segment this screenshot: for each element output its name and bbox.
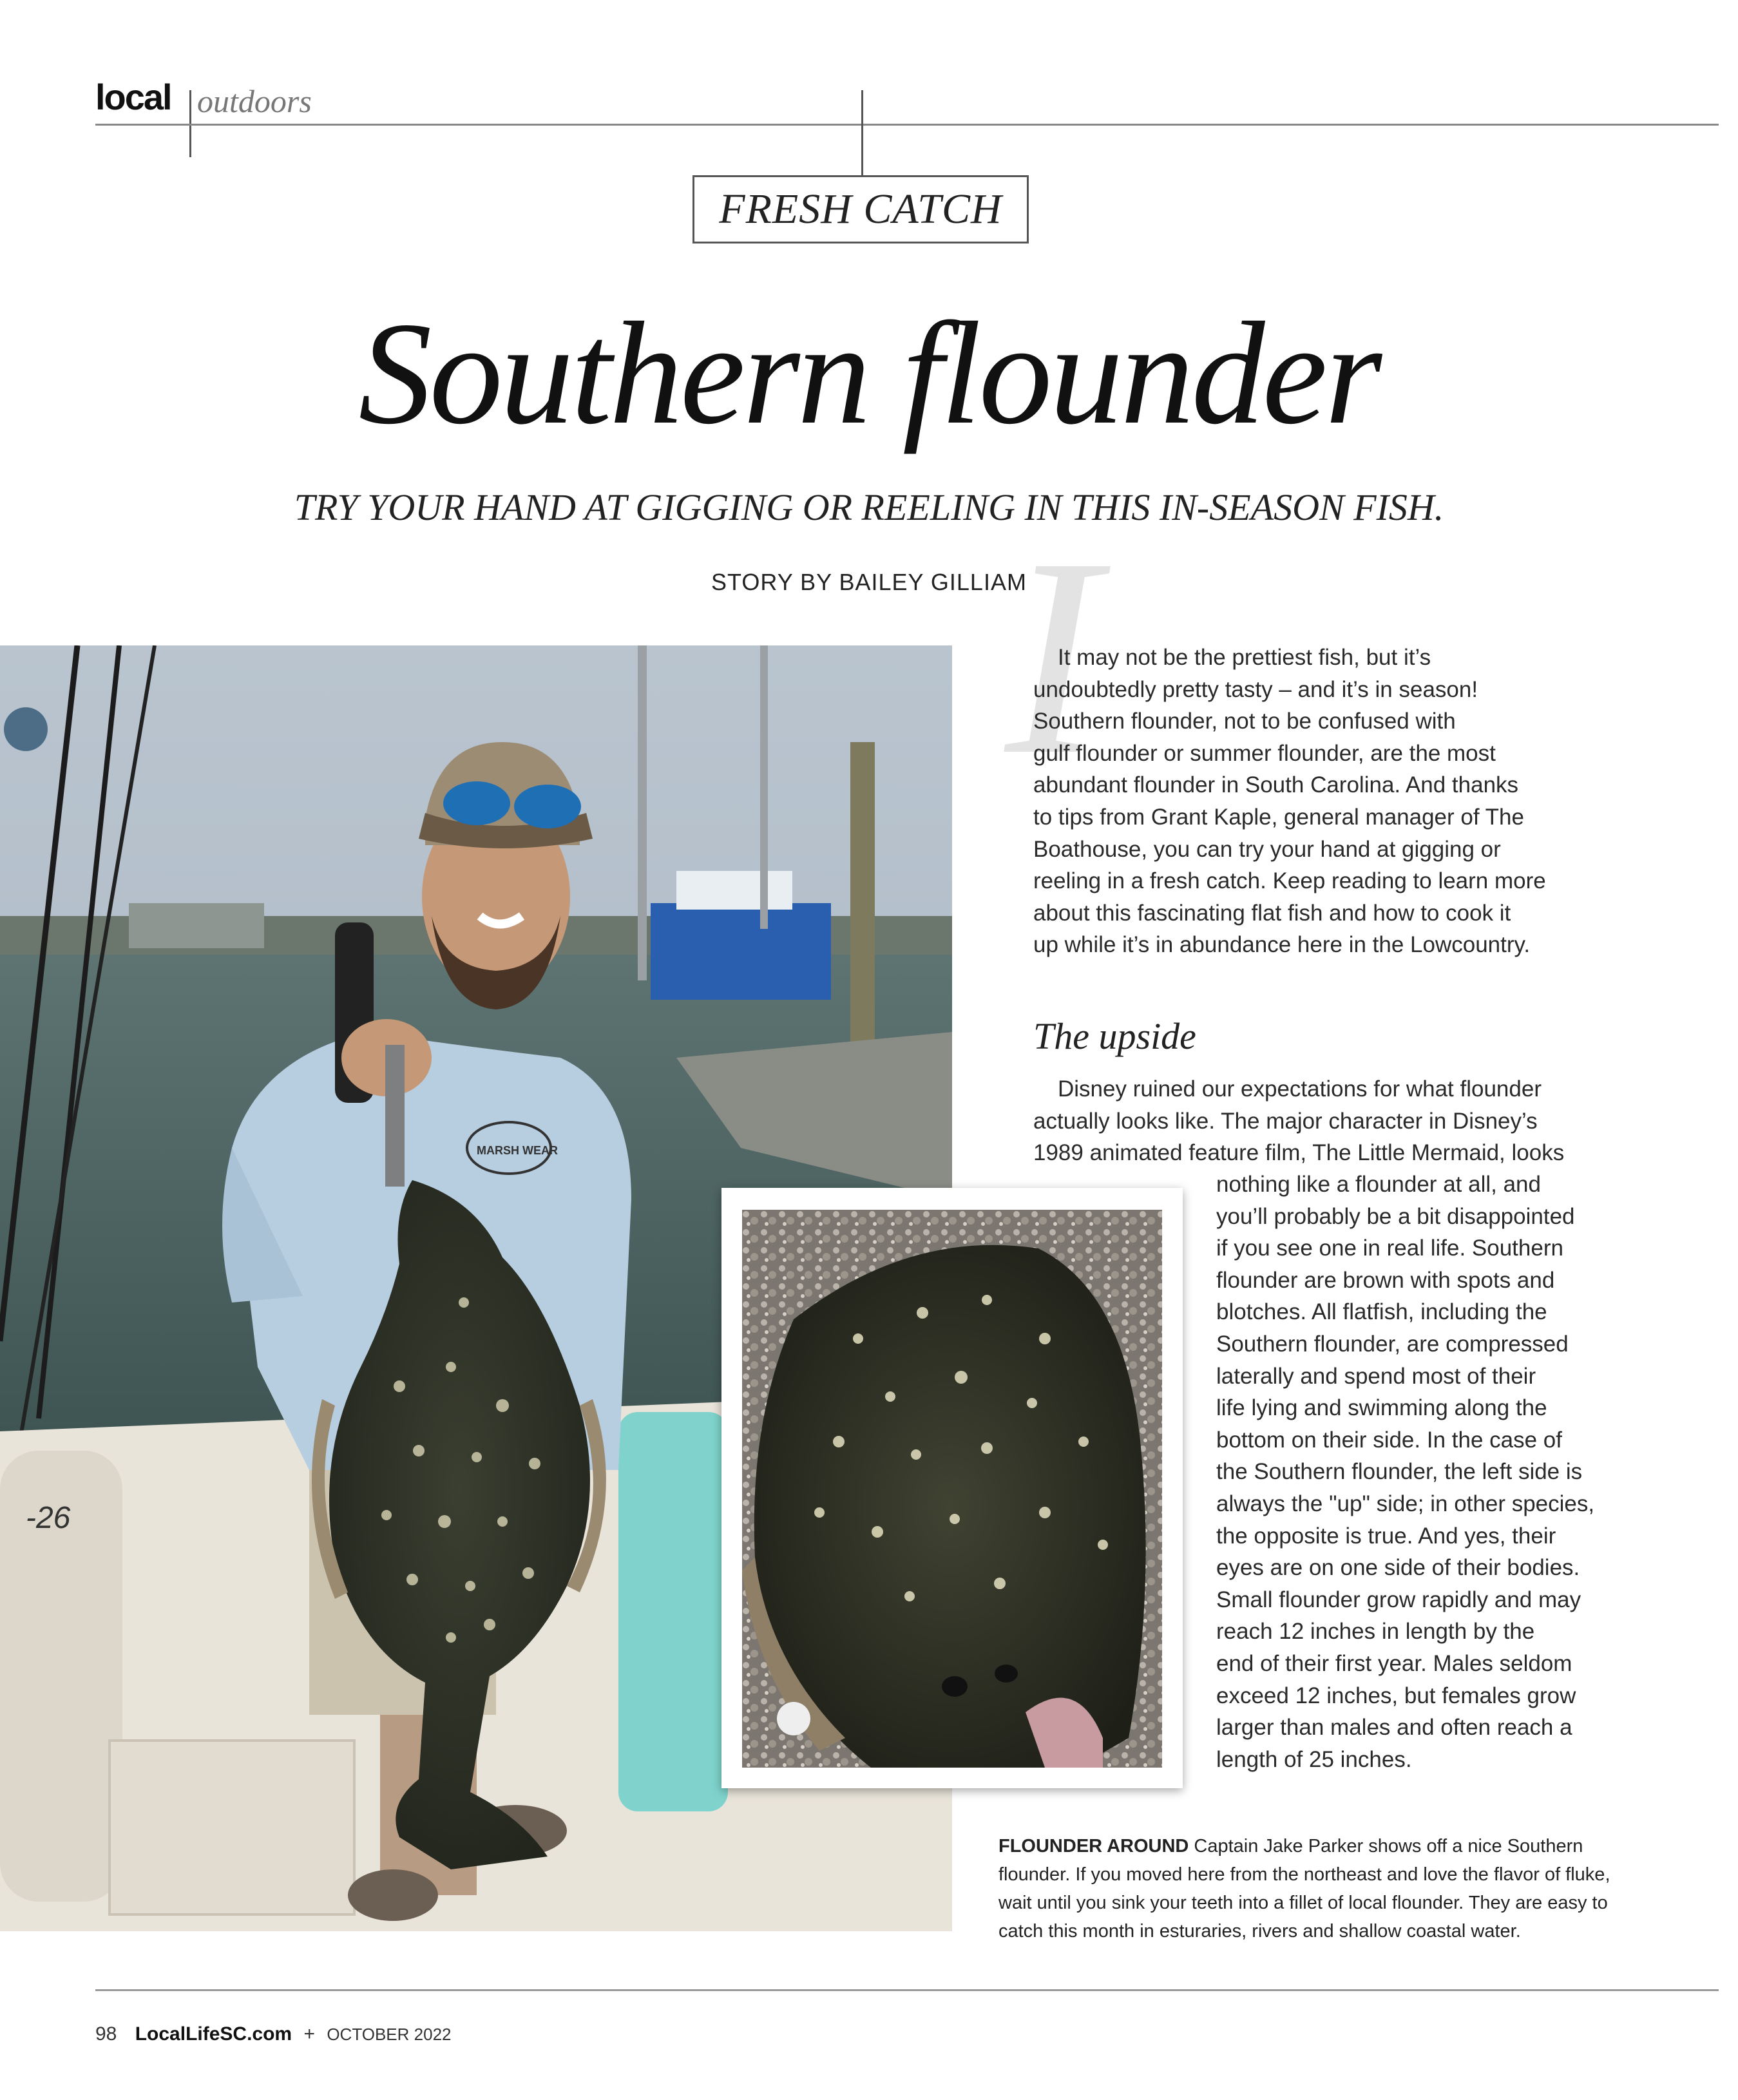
kicker-box: FRESH CATCH [692, 175, 1029, 243]
inset-photo-flounder-closeup [742, 1210, 1162, 1768]
upside-paragraph-wide [1033, 1073, 1613, 1169]
intro-line: undoubtedly pretty tasty – and it’s in season! [1033, 676, 1478, 702]
upside-line: if you see one in real life. Southern [1216, 1236, 1563, 1261]
upside-line: actually looks like. The major character in Disney’s [1033, 1108, 1538, 1134]
brand-logo: local [95, 77, 171, 117]
upside-line: you’ll probably be a bit disappointed [1216, 1203, 1575, 1229]
subhead-the-upside: The upside [1033, 1015, 1196, 1057]
shirt-logo-text: MARSH WEAR [477, 1144, 558, 1157]
upside-line: always the "up" side; in other species, [1216, 1491, 1595, 1516]
upside-line: Southern flounder, are compressed [1216, 1331, 1569, 1357]
intro-line: about this fascinating flat fish and how to cook it [1033, 900, 1511, 926]
issue-date: OCTOBER 2022 [327, 2025, 452, 2044]
intro-line: gulf flounder or summer flounder, are the most [1033, 740, 1496, 766]
upside-line: the Southern flounder, the left side is [1216, 1459, 1583, 1485]
deck: TRY YOUR HAND AT GIGGING OR REELING IN THIS IN-SEASON FISH. [294, 486, 1444, 528]
caption-lead: FLOUNDER AROUND [998, 1836, 1189, 1857]
drop-cap: I [1005, 500, 1100, 814]
upside-line: nothing like a flounder at all, and [1216, 1172, 1541, 1197]
intro-paragraph [1033, 642, 1613, 961]
intro-line: abundant flounder in South Carolina. And thanks [1033, 772, 1519, 798]
upside-line: Disney ruined our expectations for what flounder [1058, 1076, 1542, 1102]
top-rule [95, 124, 1719, 126]
upside-line: bottom on their side. In the case of [1216, 1427, 1562, 1453]
upside-paragraph-narrow [1216, 1169, 1628, 1775]
byline: STORY BY BAILEY GILLIAM [711, 569, 1027, 595]
photo-caption [998, 1832, 1617, 1945]
intro-line: It may not be the prettiest fish, but it’s [1058, 645, 1431, 670]
page-number: 98 [95, 2023, 117, 2045]
upside-line: length of 25 inches. [1216, 1746, 1412, 1772]
intro-line: Boathouse, you can try your hand at gigging or [1033, 836, 1501, 862]
upside-line: 1989 animated feature film, The Little Mermaid, looks [1033, 1140, 1565, 1166]
headline: Southern flounder [358, 292, 1380, 455]
intro-line: reeling in a fresh catch. Keep reading to learn more [1033, 868, 1546, 894]
upside-line: larger than males and often reach a [1216, 1715, 1572, 1741]
kicker-connector [861, 90, 863, 177]
upside-line: Small flounder grow rapidly and may [1216, 1587, 1581, 1612]
upside-line: the opposite is true. And yes, their [1216, 1523, 1556, 1549]
upside-line: blotches. All flatfish, including the [1216, 1299, 1547, 1325]
upside-line: flounder are brown with spots and [1216, 1267, 1555, 1293]
upside-line: end of their first year. Males seldom [1216, 1650, 1572, 1676]
section-label: outdoors [197, 83, 312, 119]
upside-line: eyes are on one side of their bodies. [1216, 1555, 1580, 1581]
upside-line: reach 12 inches in length by the [1216, 1619, 1535, 1645]
intro-line: Southern flounder, not to be confused with [1033, 709, 1456, 734]
upside-line: laterally and spend most of their [1216, 1363, 1536, 1389]
intro-line: to tips from Grant Kaple, general manager of The [1033, 804, 1524, 830]
folio [95, 2021, 452, 2047]
intro-line: up while it’s in abundance here in the Lowcountry. [1033, 932, 1531, 958]
upside-line: exceed 12 inches, but females grow [1216, 1683, 1576, 1708]
site-link[interactable]: LocalLifeSC.com [135, 2023, 292, 2045]
bottom-rule [95, 1989, 1719, 1991]
upside-line: life lying and swimming along the [1216, 1395, 1547, 1421]
caption-text: Captain Jake Parker shows off a nice Southern flounder. If you moved here from the northeast and love the flavor of fluke, wait until you sink your teeth into a fillet of local flounder. They are easy to catch this month in esturaries, rivers and shallow coastal water. [998, 1836, 1610, 1942]
boat-number-text: -26 [26, 1501, 71, 1535]
folio-separator: + [303, 2023, 315, 2045]
